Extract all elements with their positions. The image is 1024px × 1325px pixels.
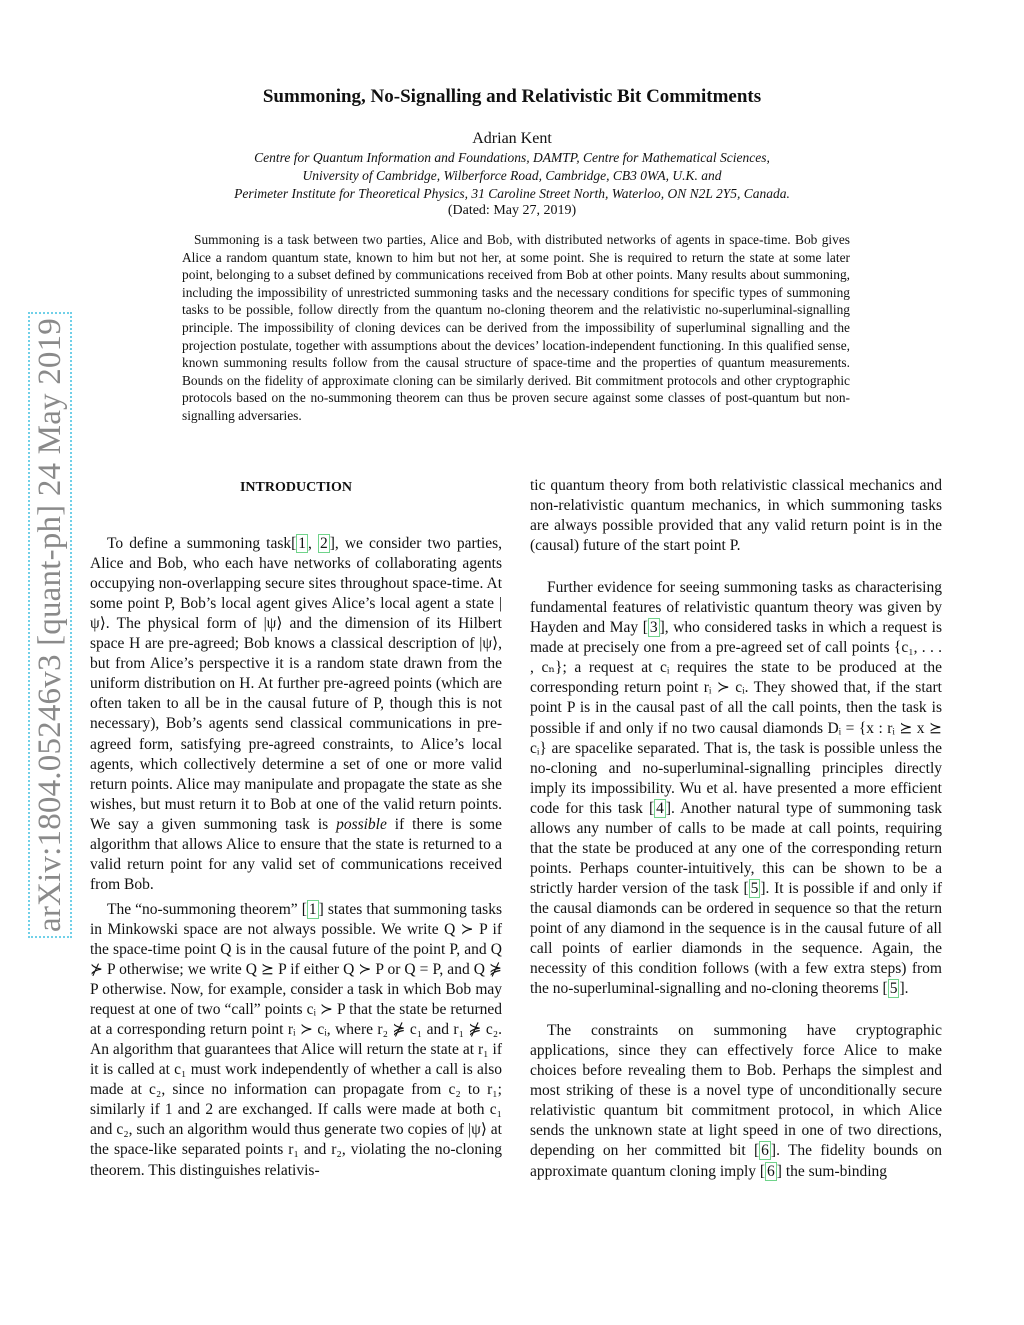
- text-run: if there is some algorithm that allows Alice to ensure that the state is returned to a valid return point for any valid set of communications received from Bob.: [90, 815, 502, 893]
- arxiv-identifier-link[interactable]: arXiv:1804.05246v3 [quant-ph] 24 May 2019: [28, 312, 72, 938]
- citation-link[interactable]: 1: [308, 900, 317, 918]
- section-heading-introduction: INTRODUCTION: [239, 480, 352, 495]
- text-run: ]. Another natural type of summoning task allows any number of calls to be made at call points, requiring that the state be produced at any one of the corresponding return points. Perhaps counter-intuitively, this can be shown to be a strictly harder version of the task [: [530, 799, 942, 897]
- abstract-text: Summoning is a task between two parties, Alice and Bob, with distributed networks of agents in space-time. Bob gives Alice a random quantum state, known to him but not her, at some point. She is required to return the state at some later point, belonging to a subset defined by communications received from Bob at other points. Many results about summoning, including the impossibility of unrestricted summoning tasks and the necessary conditions for specific types of summoning tasks to be possible, follow directly from the quantum no-cloning theorem and the relativistic no-superluminal-signalling principle. The impossibility of cloning devices can be derived from the impossibility of superluminal signalling and the projection postulate, together with assumptions about the devices’ location-independent functioning. In this qualified sense, known summoning results follow from the causal structure of space-time and the properties of quantum measurements. Bounds on the fidelity of approximate cloning can be similarly derived. Bit commitment protocols and other cryptographic protocols based on the no-summoning theorem can thus be proven secure against some classes of post-quantum but non-signalling adversaries.: [182, 232, 850, 423]
- affiliation-line-1: Centre for Quantum Information and Foundations, DAMTP, Centre for Mathematical Sciences,: [254, 150, 770, 165]
- dated-line: (Dated: May 27, 2019): [447, 203, 577, 218]
- author-name: Adrian Kent: [472, 130, 552, 147]
- citation-link[interactable]: 1: [298, 535, 307, 553]
- text-run: The “no-summoning theorem” [: [107, 900, 307, 918]
- affiliation-line-2: University of Cambridge, Wilberforce Road, Cambridge, CB3 0WA, U.K. and: [302, 168, 722, 183]
- text-run: ], we consider two parties, Alice and Bob, who each have networks of collaborating agents occupying non-overlapping secure sites throughout space-time. At some point P, Bob’s local agent gives Alice’s local agent a state |ψ⟩. The physical form of |ψ⟩ and the dimension of its Hilbert space H are pre-agreed; Bob knows a classical description of |ψ⟩, but from Alice’s perspective it is a random state drawn from the uniform distribution on H. At further pre-agreed points (which are often taken to all be in the causal future of P, though this is not necessary), Bob’s agents send classical communications in pre-agreed form, satisfying pre-agreed constraints, to Alice’s local agents, which collectively determine a set of one or more valid return points. Alice may manipulate and propagate the state as she wishes, but must return it to Bob at one of the valid return points. We say a given summoning task is: [90, 535, 503, 833]
- text-run: The constraints on summoning have cryptographic applications, since they can effectively force Alice to make choices before revealing them to Bob. Perhaps the simplest and most striking of these is a novel type of unconditionally secure relativistic quantum bit commitment protocol, in which Alice sends the unknown state at light speed in one of two directions, depending on her committed bit [: [530, 1022, 942, 1160]
- text-run: ]. It is possible if and only if the causal diamonds can be ordered in sequence so that the return point of any diamond in the sequence is in the causal future of all call points of earlier diamonds in the sequence. Again, the necessity of this condition follows (with a few extra steps) from the no-superluminal-signalling and no-cloning theorems [: [530, 879, 942, 998]
- text-run: To define a summoning task[: [107, 535, 297, 553]
- citation-link[interactable]: 6: [761, 1142, 769, 1160]
- citation-link[interactable]: 4: [656, 799, 664, 817]
- left-column: [90, 472, 502, 1186]
- citation-link[interactable]: 5: [889, 980, 898, 998]
- text-run: ]. The fidelity bounds on approximate quantum cloning imply [: [530, 1142, 942, 1180]
- affiliation-line-3: Perimeter Institute for Theoretical Physics, 31 Caroline Street North, Waterloo, ON N2L 2Y5, Canada.: [234, 186, 790, 201]
- abstract: [182, 231, 850, 425]
- text-run: Further evidence for seeing summoning tasks as characterising fundamental features of relativistic quantum theory was given by Hayden and May [: [530, 579, 942, 637]
- paragraph-cryptographic-applications: [530, 1021, 942, 1181]
- paper-title: Summoning, No-Signalling and Relativistic Bit Commitments: [262, 86, 762, 107]
- arxiv-sidebar: [30, 295, 70, 955]
- citation-link[interactable]: 2: [319, 535, 328, 553]
- paragraph-further-evidence: [530, 578, 942, 999]
- right-column: [530, 476, 942, 1204]
- citation-link[interactable]: 5: [750, 879, 759, 897]
- paragraph-no-summoning-theorem: [90, 900, 502, 1181]
- citation-link[interactable]: 6: [767, 1162, 775, 1180]
- text-run: ].: [899, 980, 909, 998]
- text-run: ] the sum-binding: [776, 1162, 888, 1180]
- emphasis-possible: possible: [336, 815, 387, 833]
- text-run: ] states that summoning tasks in Minkowski space are not always possible. We write Q ≻ P if the space-time point Q is in the causal future of the point P, and Q ⊁ P otherwise; we write Q ⪰ P if either Q ≻ P or Q = P, and Q ⋡ P otherwise. Now, for example, consider a task in which Bob may request at one of two “call” points cᵢ ≻ P that the state be returned at a corresponding return point rᵢ ≻ cᵢ, where r₂ ⋡ c₁ and r₁ ⋡ c₂. An algorithm that guarantees that Alice will return the state at r₁ if it is called at c₁ must work independently of whether a call is also made at c₂, since no information can propagate from c₂ to r₁; similarly if 1 and 2 are exchanged. If calls were made at both c₁ and c₂, such an algorithm would thus generate two copies of |ψ⟩ at the space-like separated points r₁ and r₂, violating the no-cloning theorem. This distinguishes relativis-: [90, 900, 503, 1179]
- text-run: ], who considered tasks in which a request is made at precisely one from a pre-agreed set of call points {c₁, . . . , cₙ}; a request at cᵢ requires the state to be produced at the corresponding return point rᵢ ≻ cᵢ. They showed that, if the start point P is in the causal past of all the call points, then the task is possible if and only if no two causal diamonds Dᵢ = {x : rᵢ ⪰ x ⪰ cᵢ} are spacelike separated. That is, the task is possible unless the no-cloning and no-superluminal-signalling principles directly imply its impossibility. Wu et al. have presented a more efficient code for this task [: [530, 619, 942, 817]
- paragraph-continuation: tic quantum theory from both relativistic classical mechanics and non-relativistic quantum mechanics, in which summoning tasks are always possible provided that any valid return point is in the (causal) future of the start point P.: [530, 477, 942, 555]
- citation-link[interactable]: 3: [649, 619, 658, 637]
- text-run: ,: [308, 535, 318, 553]
- paragraph-definition: [90, 534, 502, 895]
